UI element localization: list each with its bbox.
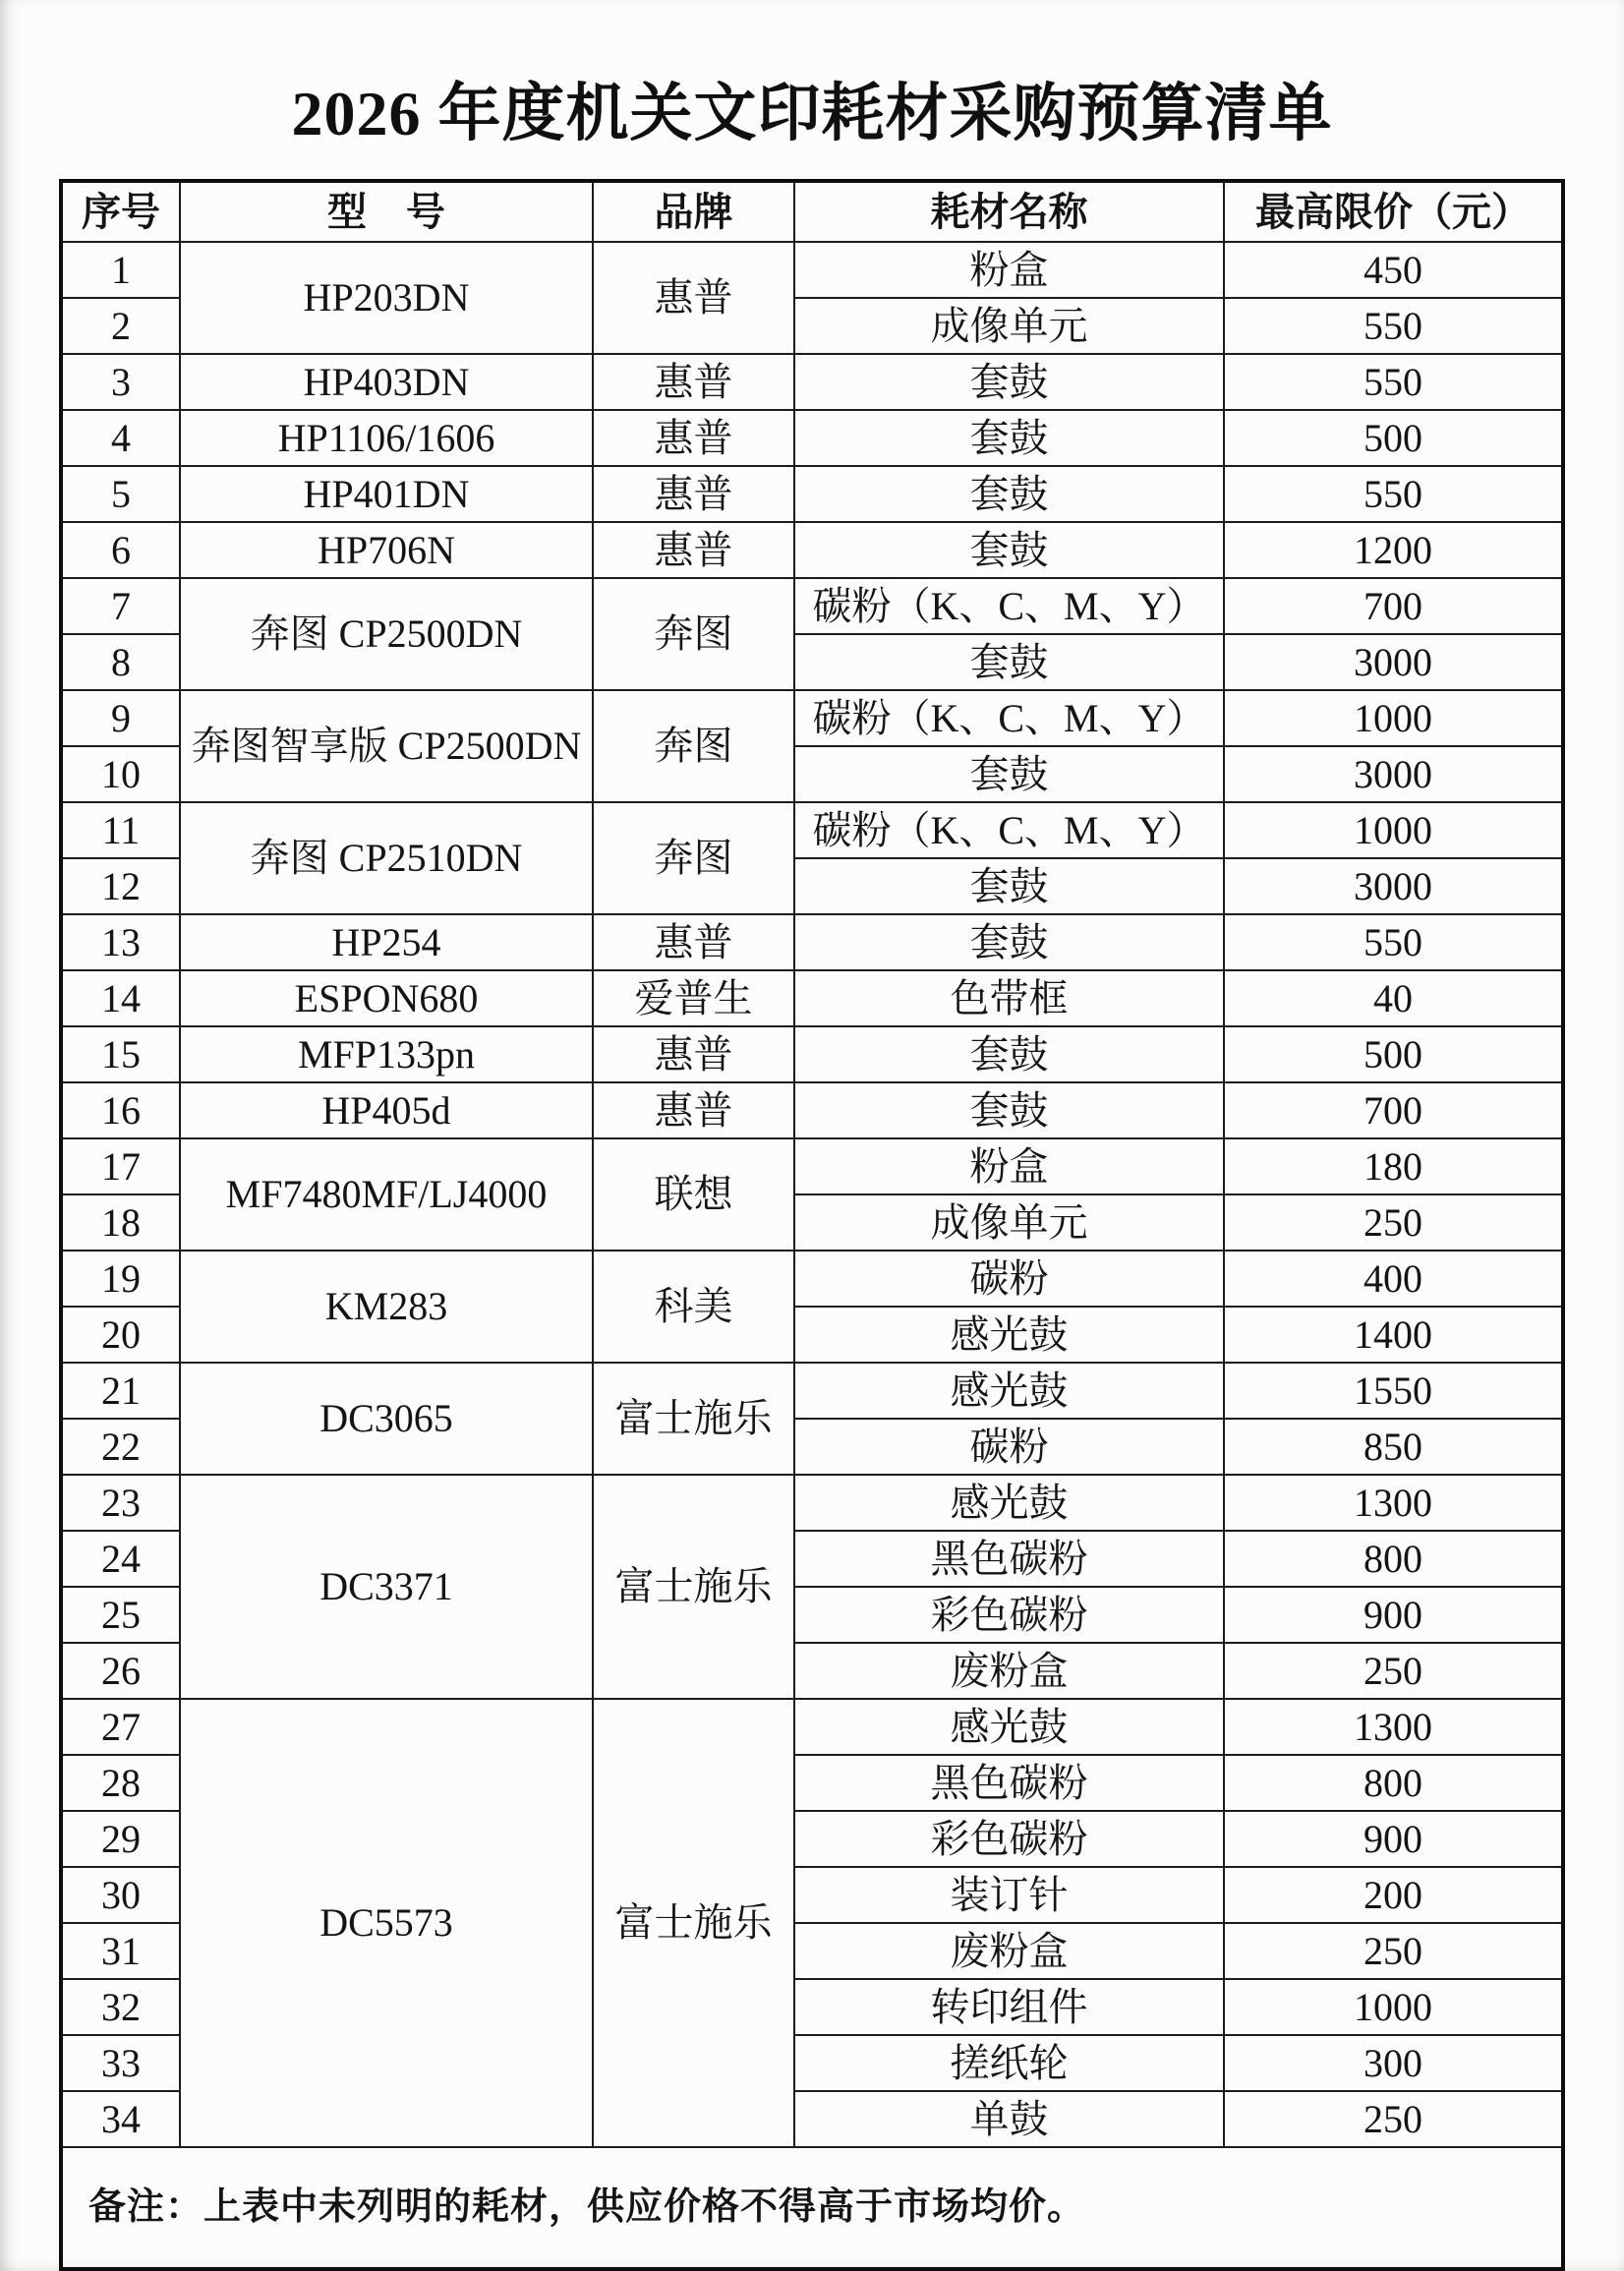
item-name-cell: 彩色碳粉 (794, 1587, 1224, 1643)
table-footer (61, 2147, 1563, 2269)
item-name-cell: 套鼓 (794, 858, 1224, 914)
price-cell: 700 (1224, 578, 1563, 634)
price-cell: 1550 (1224, 1363, 1563, 1419)
serial-cell: 10 (61, 746, 180, 802)
serial-cell: 9 (61, 690, 180, 746)
table-row (61, 970, 1563, 1026)
price-cell: 550 (1224, 466, 1563, 522)
item-name-cell: 黑色碳粉 (794, 1531, 1224, 1587)
header-item-name: 耗材名称 (794, 181, 1224, 242)
item-name-cell: 套鼓 (794, 1026, 1224, 1082)
brand-cell: 惠普 (593, 1082, 794, 1138)
item-name-cell: 装订针 (794, 1867, 1224, 1923)
price-cell: 800 (1224, 1531, 1563, 1587)
price-cell: 250 (1224, 2091, 1563, 2147)
table-header (61, 181, 1563, 242)
item-name-cell: 色带框 (794, 970, 1224, 1026)
price-cell: 400 (1224, 1251, 1563, 1307)
brand-cell: 惠普 (593, 914, 794, 970)
price-cell: 900 (1224, 1811, 1563, 1867)
serial-cell: 34 (61, 2091, 180, 2147)
header-brand: 品牌 (593, 181, 794, 242)
item-name-cell: 感光鼓 (794, 1699, 1224, 1755)
page-title: 2026 年度机关文印耗材采购预算清单 (291, 79, 1333, 148)
price-cell: 1000 (1224, 802, 1563, 858)
serial-cell: 12 (61, 858, 180, 914)
brand-cell: 富士施乐 (593, 1699, 794, 2147)
serial-cell: 14 (61, 970, 180, 1026)
price-cell: 1000 (1224, 690, 1563, 746)
model-cell: KM283 (180, 1251, 593, 1363)
item-name-cell: 感光鼓 (794, 1475, 1224, 1531)
table-row (61, 242, 1563, 298)
price-cell: 40 (1224, 970, 1563, 1026)
table-row (61, 1082, 1563, 1138)
serial-cell: 18 (61, 1194, 180, 1251)
model-cell: HP706N (180, 522, 593, 578)
serial-cell: 7 (61, 578, 180, 634)
serial-cell: 13 (61, 914, 180, 970)
item-name-cell: 废粉盒 (794, 1643, 1224, 1699)
item-name-cell: 碳粉（K、C、M、Y） (794, 802, 1224, 858)
price-cell: 550 (1224, 914, 1563, 970)
header-row (61, 181, 1563, 242)
item-name-cell: 成像单元 (794, 298, 1224, 354)
item-name-cell: 单鼓 (794, 2091, 1224, 2147)
price-cell: 3000 (1224, 746, 1563, 802)
serial-cell: 27 (61, 1699, 180, 1755)
model-cell: HP254 (180, 914, 593, 970)
brand-cell: 惠普 (593, 1026, 794, 1082)
item-name-cell: 成像单元 (794, 1194, 1224, 1251)
table-body (61, 242, 1563, 2147)
serial-cell: 30 (61, 1867, 180, 1923)
item-name-cell: 转印组件 (794, 1979, 1224, 2035)
price-cell: 900 (1224, 1587, 1563, 1643)
serial-cell: 5 (61, 466, 180, 522)
header-serial: 序号 (61, 181, 180, 242)
price-cell: 250 (1224, 1194, 1563, 1251)
item-name-cell: 套鼓 (794, 914, 1224, 970)
table-row (61, 1138, 1563, 1194)
brand-cell: 惠普 (593, 466, 794, 522)
price-cell: 700 (1224, 1082, 1563, 1138)
item-name-cell: 碳粉 (794, 1419, 1224, 1475)
table-row (61, 1363, 1563, 1419)
serial-cell: 6 (61, 522, 180, 578)
price-cell: 200 (1224, 1867, 1563, 1923)
price-cell: 250 (1224, 1923, 1563, 1979)
model-cell: ESPON680 (180, 970, 593, 1026)
table-row (61, 1026, 1563, 1082)
serial-cell: 26 (61, 1643, 180, 1699)
item-name-cell: 套鼓 (794, 410, 1224, 466)
model-cell: MFP133pn (180, 1026, 593, 1082)
brand-cell: 爱普生 (593, 970, 794, 1026)
table-row (61, 1251, 1563, 1307)
price-cell: 550 (1224, 298, 1563, 354)
serial-cell: 17 (61, 1138, 180, 1194)
table-row (61, 410, 1563, 466)
model-cell: HP403DN (180, 354, 593, 410)
item-name-cell: 套鼓 (794, 634, 1224, 690)
serial-cell: 32 (61, 1979, 180, 2035)
item-name-cell: 搓纸轮 (794, 2035, 1224, 2091)
price-cell: 250 (1224, 1643, 1563, 1699)
item-name-cell: 感光鼓 (794, 1363, 1224, 1419)
item-name-cell: 套鼓 (794, 1082, 1224, 1138)
price-cell: 500 (1224, 410, 1563, 466)
model-cell: 奔图 CP2510DN (180, 802, 593, 914)
model-cell: HP203DN (180, 242, 593, 354)
serial-cell: 1 (61, 242, 180, 298)
model-cell: HP405d (180, 1082, 593, 1138)
brand-cell: 惠普 (593, 242, 794, 354)
note-row (61, 2147, 1563, 2269)
brand-cell: 惠普 (593, 354, 794, 410)
serial-cell: 33 (61, 2035, 180, 2091)
model-cell: MF7480MF/LJ4000 (180, 1138, 593, 1251)
serial-cell: 8 (61, 634, 180, 690)
serial-cell: 3 (61, 354, 180, 410)
brand-cell: 联想 (593, 1138, 794, 1251)
brand-cell: 富士施乐 (593, 1475, 794, 1699)
serial-cell: 2 (61, 298, 180, 354)
table-row (61, 1475, 1563, 1531)
model-cell: DC5573 (180, 1699, 593, 2147)
serial-cell: 19 (61, 1251, 180, 1307)
model-cell: 奔图智享版 CP2500DN (180, 690, 593, 802)
brand-cell: 科美 (593, 1251, 794, 1363)
table-row (61, 578, 1563, 634)
item-name-cell: 碳粉（K、C、M、Y） (794, 578, 1224, 634)
brand-cell: 惠普 (593, 522, 794, 578)
brand-cell: 惠普 (593, 410, 794, 466)
price-cell: 1300 (1224, 1475, 1563, 1531)
header-model: 型 号 (180, 181, 593, 242)
brand-cell: 奔图 (593, 802, 794, 914)
serial-cell: 28 (61, 1755, 180, 1811)
item-name-cell: 粉盒 (794, 242, 1224, 298)
serial-cell: 31 (61, 1923, 180, 1979)
note-cell: 备注：上表中未列明的耗材，供应价格不得高于市场均价。 (61, 2147, 1563, 2269)
serial-cell: 11 (61, 802, 180, 858)
serial-cell: 15 (61, 1026, 180, 1082)
table-row (61, 466, 1563, 522)
price-cell: 3000 (1224, 858, 1563, 914)
price-cell: 3000 (1224, 634, 1563, 690)
model-cell: DC3371 (180, 1475, 593, 1699)
brand-cell: 奔图 (593, 690, 794, 802)
item-name-cell: 感光鼓 (794, 1307, 1224, 1363)
model-cell: 奔图 CP2500DN (180, 578, 593, 690)
serial-cell: 21 (61, 1363, 180, 1419)
price-cell: 800 (1224, 1755, 1563, 1811)
item-name-cell: 彩色碳粉 (794, 1811, 1224, 1867)
serial-cell: 4 (61, 410, 180, 466)
serial-cell: 16 (61, 1082, 180, 1138)
price-cell: 1400 (1224, 1307, 1563, 1363)
item-name-cell: 黑色碳粉 (794, 1755, 1224, 1811)
item-name-cell: 粉盒 (794, 1138, 1224, 1194)
brand-cell: 奔图 (593, 578, 794, 690)
item-name-cell: 套鼓 (794, 522, 1224, 578)
item-name-cell: 套鼓 (794, 466, 1224, 522)
item-name-cell: 废粉盒 (794, 1923, 1224, 1979)
item-name-cell: 碳粉（K、C、M、Y） (794, 690, 1224, 746)
table-row (61, 914, 1563, 970)
price-cell: 180 (1224, 1138, 1563, 1194)
price-cell: 500 (1224, 1026, 1563, 1082)
item-name-cell: 套鼓 (794, 746, 1224, 802)
serial-cell: 22 (61, 1419, 180, 1475)
serial-cell: 23 (61, 1475, 180, 1531)
price-cell: 1200 (1224, 522, 1563, 578)
price-cell: 1300 (1224, 1699, 1563, 1755)
table-row (61, 1699, 1563, 1755)
serial-cell: 24 (61, 1531, 180, 1587)
price-cell: 450 (1224, 242, 1563, 298)
model-cell: HP1106/1606 (180, 410, 593, 466)
table-row (61, 522, 1563, 578)
price-cell: 550 (1224, 354, 1563, 410)
price-cell: 1000 (1224, 1979, 1563, 2035)
model-cell: DC3065 (180, 1363, 593, 1475)
item-name-cell: 套鼓 (794, 354, 1224, 410)
price-cell: 850 (1224, 1419, 1563, 1475)
model-cell: HP401DN (180, 466, 593, 522)
serial-cell: 29 (61, 1811, 180, 1867)
serial-cell: 25 (61, 1587, 180, 1643)
header-max-price: 最高限价（元） (1224, 181, 1563, 242)
table-row (61, 354, 1563, 410)
price-cell: 300 (1224, 2035, 1563, 2091)
table-row (61, 802, 1563, 858)
table-row (61, 690, 1563, 746)
item-name-cell: 碳粉 (794, 1251, 1224, 1307)
serial-cell: 20 (61, 1307, 180, 1363)
budget-table (59, 179, 1565, 2271)
brand-cell: 富士施乐 (593, 1363, 794, 1475)
